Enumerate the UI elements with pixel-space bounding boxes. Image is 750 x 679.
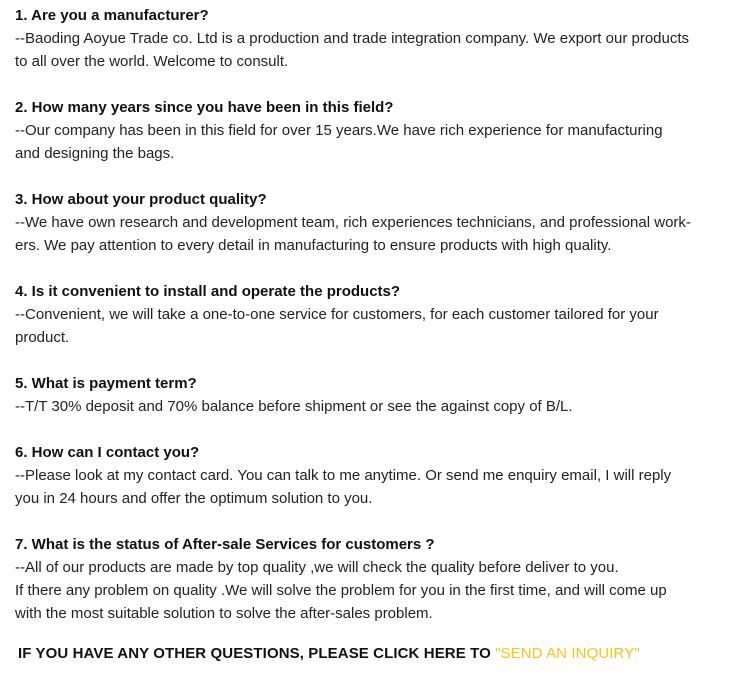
faq-answer-line: product. xyxy=(15,329,70,346)
faq-answer-line: with the most suitable solution to solve the after-sales problem. xyxy=(15,605,433,622)
faq-question-2: 2. How many years since you have been in this field? xyxy=(15,99,394,116)
faq-item-2 xyxy=(15,96,745,165)
faq-answer-line: you in 24 hours and offer the optimum solution to you. xyxy=(15,490,373,507)
faq-answer-7 xyxy=(15,556,745,625)
faq-item-1 xyxy=(15,4,745,73)
faq-question-4: 4. Is it convenient to install and operate the products? xyxy=(15,283,401,300)
send-inquiry-link[interactable]: "SEND AN INQUIRY" xyxy=(495,645,640,662)
faq-question-1: 1. Are you a manufacturer? xyxy=(15,7,209,24)
faq-question-6: 6. How can I contact you? xyxy=(15,444,200,461)
faq-answer-line: --We have own research and development team, rich experiences technicians, and professional work- xyxy=(15,214,691,231)
faq-answer-line: --Baoding Aoyue Trade co. Ltd is a production and trade integration company. We export our products xyxy=(15,30,690,47)
faq-question-7: 7. What is the status of After-sale Services for customers ? xyxy=(15,536,435,553)
faq-question-3: 3. How about your product quality? xyxy=(15,191,267,208)
faq-answer-line: --Our company has been in this field for over 15 years.We have rich experience for manufacturing xyxy=(15,122,663,139)
faq-answer-line: --All of our products are made by top quality ,we will check the quality before deliver to you. xyxy=(15,559,619,576)
faq-item-5 xyxy=(15,372,745,418)
faq-answer-3 xyxy=(15,211,745,257)
faq-item-6 xyxy=(15,441,745,510)
faq-answer-line: --T/T 30% deposit and 70% balance before shipment or see the against copy of B/L. xyxy=(15,398,573,415)
faq-item-7 xyxy=(15,533,745,625)
faq-answer-2 xyxy=(15,119,745,165)
faq-answer-1 xyxy=(15,27,745,73)
inquiry-cta xyxy=(18,644,640,664)
faq-answer-line: --Please look at my contact card. You can talk to me anytime. Or send me enquiry email, I will reply xyxy=(15,467,672,484)
cta-text: IF YOU HAVE ANY OTHER QUESTIONS, PLEASE CLICK HERE TO xyxy=(18,645,496,662)
faq-answer-line: If there any problem on quality .We will solve the problem for you in the first time, and will come up xyxy=(15,582,667,599)
faq-answer-line: and designing the bags. xyxy=(15,145,175,162)
faq-question-5: 5. What is payment term? xyxy=(15,375,197,392)
faq-answer-line: ers. We pay attention to every detail in manufacturing to ensure products with high quality. xyxy=(15,237,612,254)
faq-answer-4 xyxy=(15,303,745,349)
faq-item-4 xyxy=(15,280,745,349)
faq-answer-6 xyxy=(15,464,745,510)
faq-answer-line: --Convenient, we will take a one-to-one service for customers, for each customer tailored for your xyxy=(15,306,659,323)
faq-item-3 xyxy=(15,188,745,257)
faq-list xyxy=(15,4,745,648)
faq-answer-line: to all over the world. Welcome to consult. xyxy=(15,53,289,70)
faq-answer-5 xyxy=(15,395,745,418)
